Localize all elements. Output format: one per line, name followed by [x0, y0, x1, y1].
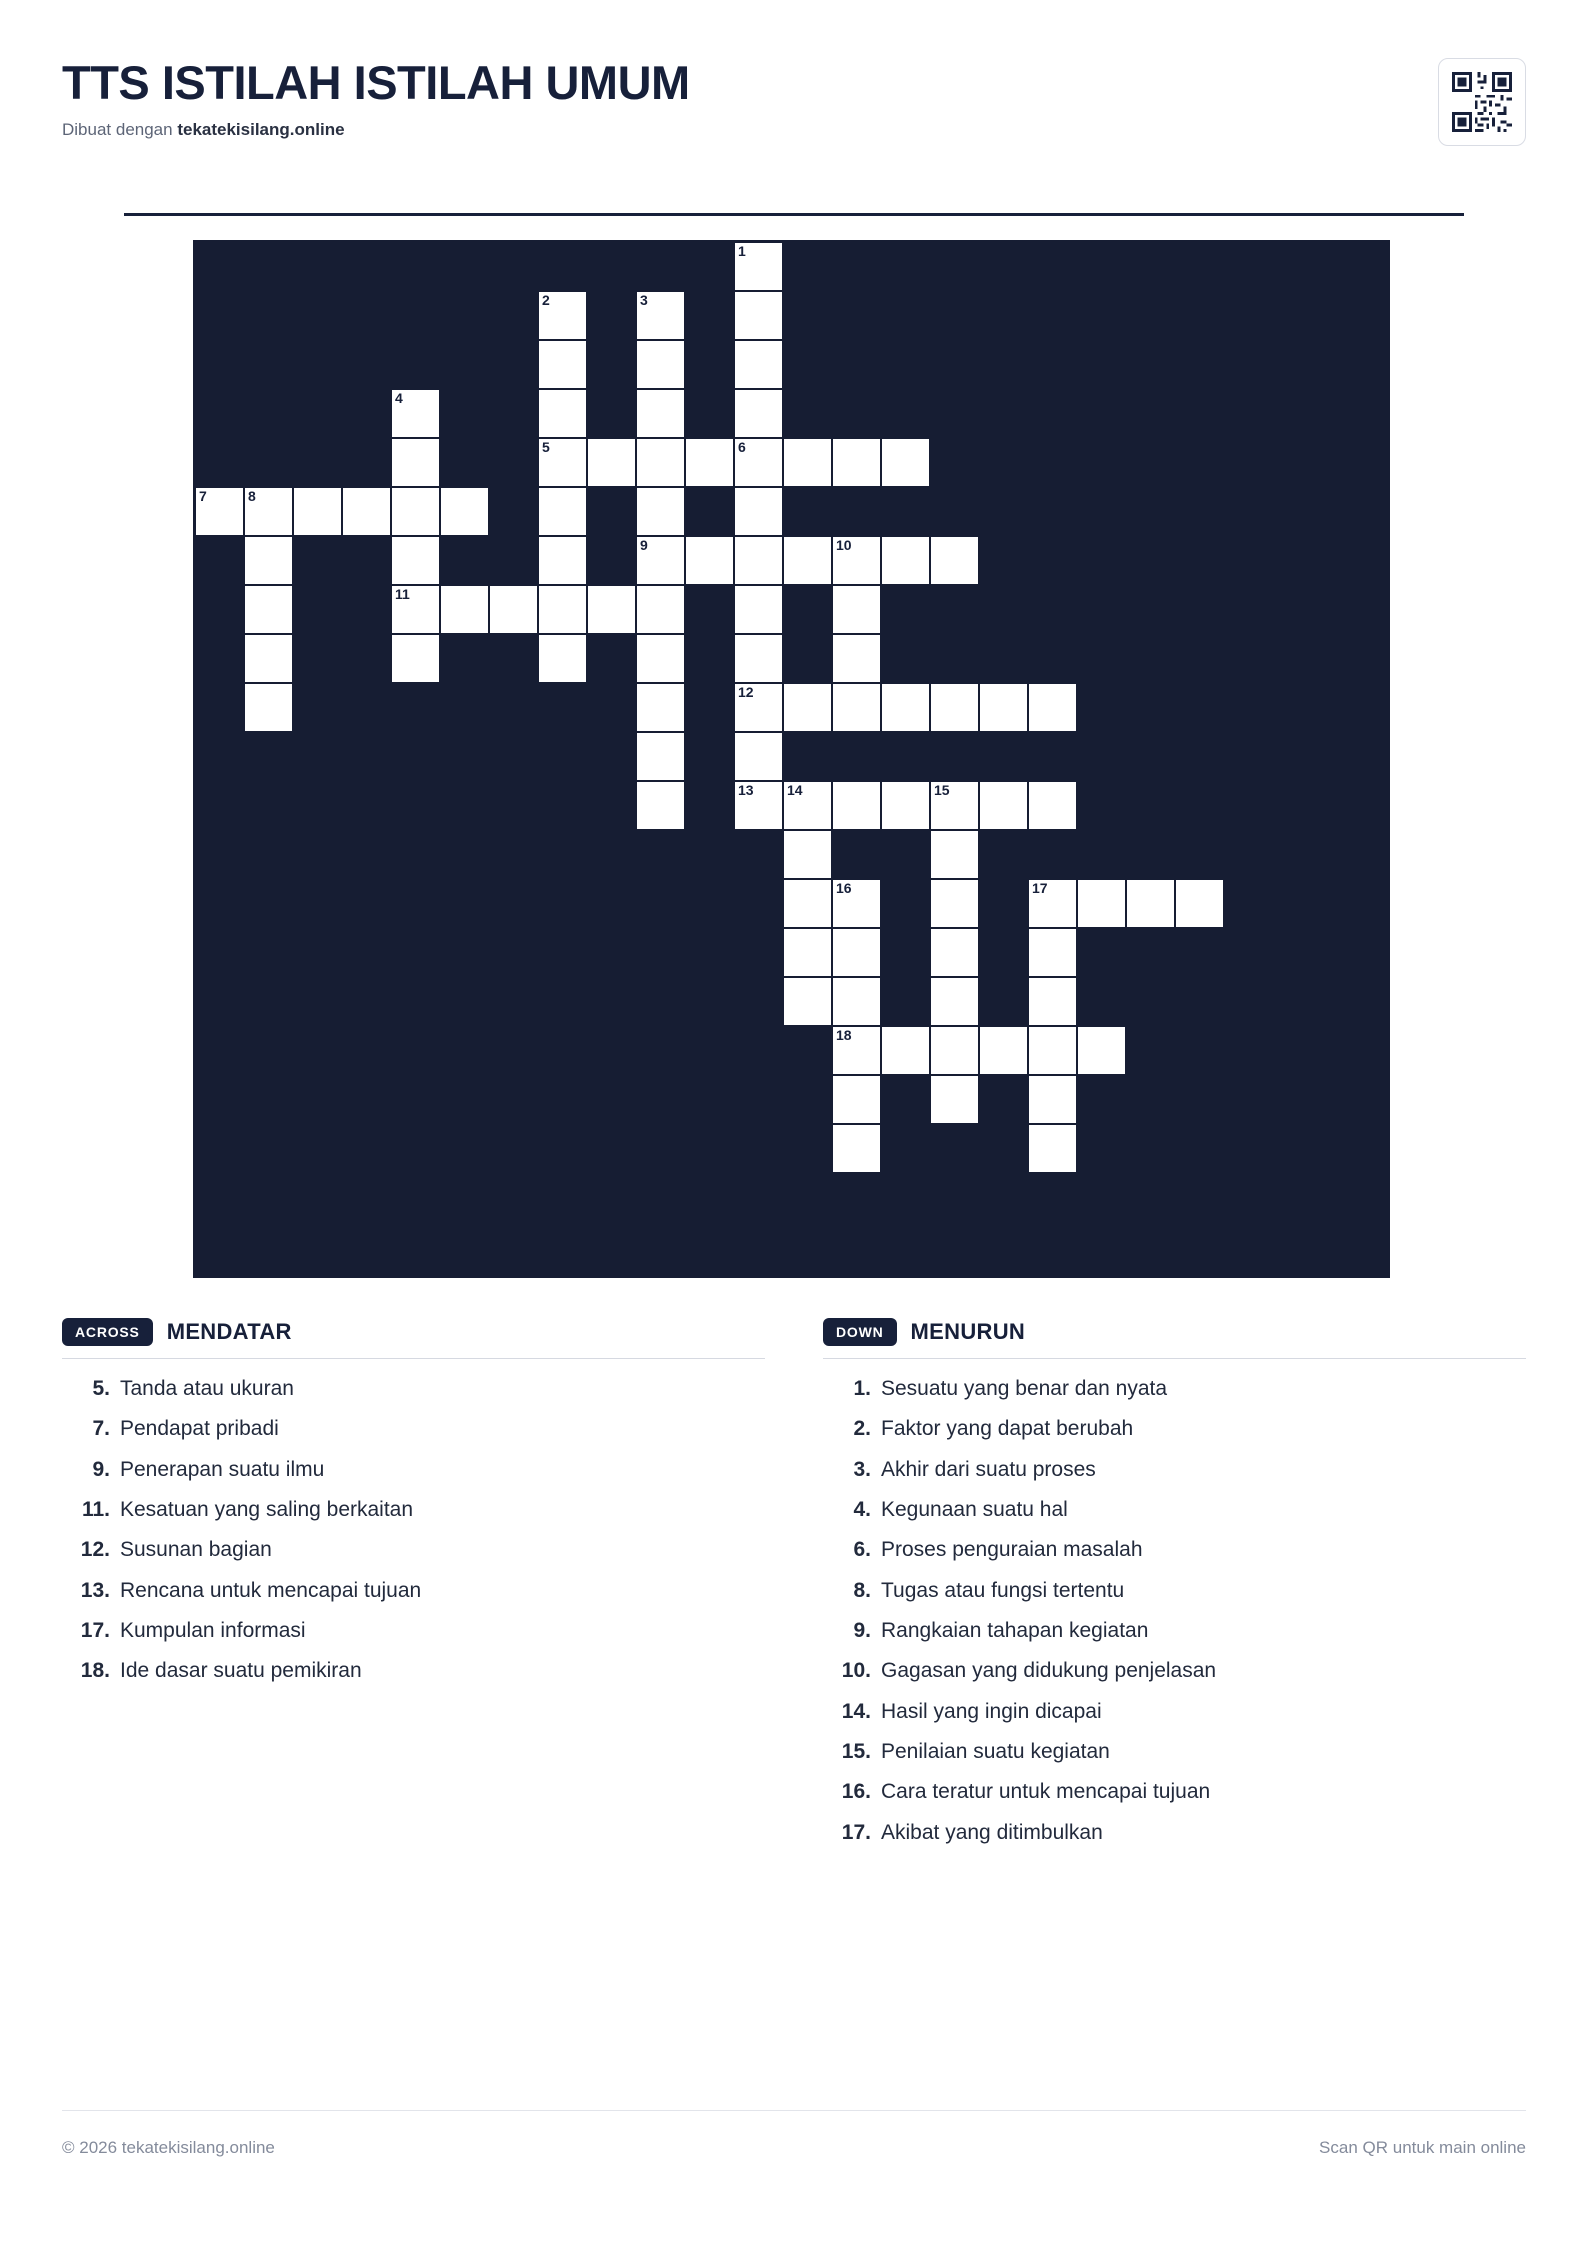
- crossword-cell[interactable]: [881, 438, 930, 487]
- crossword-cell[interactable]: [391, 634, 440, 683]
- crossword-cell[interactable]: [783, 536, 832, 585]
- down-clue-number: 14.: [841, 1699, 871, 1723]
- cell-number: 11: [395, 586, 410, 602]
- across-clue-text: Pendapat pribadi: [120, 1417, 279, 1441]
- crossword-cell[interactable]: [293, 487, 342, 536]
- crossword-cell[interactable]: [881, 683, 930, 732]
- crossword-cell[interactable]: [783, 879, 832, 928]
- crossword-cell[interactable]: [244, 487, 293, 536]
- crossword-cell[interactable]: [783, 830, 832, 879]
- crossword-cell[interactable]: [1028, 879, 1077, 928]
- crossword-cell[interactable]: [930, 928, 979, 977]
- across-clue-item: [62, 1577, 765, 1605]
- crossword-cell[interactable]: [881, 536, 930, 585]
- down-clue-item: [823, 1456, 1526, 1484]
- crossword-cell[interactable]: [1175, 879, 1224, 928]
- down-clue-item: [823, 1819, 1526, 1847]
- crossword-cell[interactable]: [636, 732, 685, 781]
- crossword-cell[interactable]: [979, 781, 1028, 830]
- crossword-cell[interactable]: [832, 585, 881, 634]
- crossword-cell[interactable]: [734, 438, 783, 487]
- crossword-cell[interactable]: [734, 634, 783, 683]
- crossword-cell[interactable]: [734, 536, 783, 585]
- cell-number: 12: [738, 684, 754, 700]
- across-clue-text: Rencana untuk mencapai tujuan: [120, 1578, 422, 1602]
- crossword-cell[interactable]: [391, 536, 440, 585]
- across-clue-number: 5.: [92, 1377, 110, 1400]
- crossword-cell[interactable]: [1028, 1124, 1077, 1173]
- crossword-cell[interactable]: [538, 389, 587, 438]
- crossword-cell[interactable]: [930, 1026, 979, 1075]
- down-clue-item: [823, 1657, 1526, 1685]
- crossword-cell[interactable]: [1126, 879, 1175, 928]
- across-clue-text: Kesatuan yang saling berkaitan: [120, 1498, 414, 1522]
- crossword-cell[interactable]: [685, 536, 734, 585]
- crossword-cell[interactable]: [244, 536, 293, 585]
- down-clue-text: Gagasan yang didukung penjelasan: [881, 1659, 1217, 1683]
- down-clue-number: 3.: [853, 1457, 871, 1481]
- down-column: [823, 1318, 1526, 1859]
- down-label: MENURUN: [910, 1319, 1026, 1344]
- across-clue-item: [62, 1617, 765, 1645]
- crossword-cell[interactable]: [538, 585, 587, 634]
- cell-number: 7: [199, 488, 207, 504]
- across-clue-number: 7.: [92, 1417, 110, 1441]
- crossword-cell[interactable]: [440, 487, 489, 536]
- down-clue-number: 8.: [853, 1578, 871, 1602]
- crossword-cell[interactable]: [538, 340, 587, 389]
- crossword-cell[interactable]: [979, 683, 1028, 732]
- crossword-cell[interactable]: [244, 585, 293, 634]
- crossword-cell[interactable]: [1077, 1026, 1126, 1075]
- crossword-cell[interactable]: [881, 1026, 930, 1075]
- crossword-cell[interactable]: [391, 585, 440, 634]
- crossword-cell[interactable]: [391, 389, 440, 438]
- crossword-cell[interactable]: [930, 781, 979, 830]
- cell-number: 17: [1032, 880, 1048, 896]
- crossword-cell[interactable]: [538, 438, 587, 487]
- crossword-cell[interactable]: [1028, 928, 1077, 977]
- crossword-cell[interactable]: [832, 536, 881, 585]
- crossword-cell[interactable]: [587, 438, 636, 487]
- subtitle-site: tekatekisilang.online: [177, 120, 345, 140]
- crossword-cell[interactable]: [636, 634, 685, 683]
- footer-divider: [62, 2110, 1526, 2111]
- across-clue-item: [62, 1415, 765, 1443]
- down-clue-number: 1.: [853, 1377, 871, 1400]
- down-clue-number: 6.: [853, 1538, 871, 1562]
- crossword-cell[interactable]: [636, 585, 685, 634]
- cell-number: 3: [640, 292, 648, 308]
- cell-number: 18: [836, 1027, 852, 1043]
- down-clue-number: 17.: [841, 1820, 871, 1844]
- footer-copyright: © 2026 tekatekisilang.online: [62, 2138, 275, 2157]
- down-clue-item: [823, 1536, 1526, 1564]
- crossword-cell[interactable]: [489, 585, 538, 634]
- down-clue-item: [823, 1577, 1526, 1605]
- page-title: TTS ISTILAH ISTILAH UMUM: [62, 56, 690, 109]
- crossword-cell[interactable]: [734, 340, 783, 389]
- across-clue-text: Susunan bagian: [120, 1538, 272, 1562]
- crossword-cell[interactable]: [979, 1026, 1028, 1075]
- across-clue-text: Ide dasar suatu pemikiran: [120, 1659, 362, 1683]
- qr-code-box[interactable]: [1438, 58, 1526, 146]
- crossword-cell[interactable]: [636, 487, 685, 536]
- down-clue-number: 9.: [853, 1619, 871, 1643]
- down-clue-text: Sesuatu yang benar dan nyata: [881, 1377, 1168, 1400]
- across-clue-item: [62, 1496, 765, 1524]
- crossword-cell[interactable]: [832, 1075, 881, 1124]
- crossword-cell[interactable]: [734, 291, 783, 340]
- crossword-cell[interactable]: [636, 781, 685, 830]
- crossword-cell[interactable]: [195, 487, 244, 536]
- crossword-cell[interactable]: [440, 585, 489, 634]
- down-clue-text: Kegunaan suatu hal: [881, 1498, 1068, 1522]
- crossword-cell[interactable]: [930, 879, 979, 928]
- across-clue-number: 11.: [81, 1498, 110, 1522]
- across-badge: ACROSS: [62, 1318, 153, 1346]
- crossword-cell[interactable]: [734, 242, 783, 291]
- crossword-cell[interactable]: [538, 634, 587, 683]
- cell-number: 2: [542, 292, 550, 308]
- cell-number: 10: [836, 537, 852, 553]
- across-clue-number: 9.: [92, 1457, 110, 1481]
- crossword-cell[interactable]: [832, 634, 881, 683]
- crossword-cell[interactable]: [636, 389, 685, 438]
- crossword-cell[interactable]: [1077, 879, 1126, 928]
- crossword-cell[interactable]: [587, 585, 636, 634]
- down-clue-number: 4.: [853, 1498, 871, 1522]
- crossword-cell[interactable]: [930, 1075, 979, 1124]
- crossword-cell[interactable]: [1028, 1075, 1077, 1124]
- clues-section: [62, 1318, 1526, 1859]
- down-badge: DOWN: [823, 1318, 897, 1346]
- crossword-cell[interactable]: [783, 438, 832, 487]
- across-clue-item: [62, 1375, 765, 1403]
- across-clue-item: [62, 1456, 765, 1484]
- across-clue-number: 17.: [80, 1619, 110, 1643]
- crossword-cell[interactable]: [734, 781, 783, 830]
- crossword-cell[interactable]: [636, 438, 685, 487]
- down-clue-text: Proses penguraian masalah: [881, 1538, 1143, 1562]
- down-clue-text: Penilaian suatu kegiatan: [881, 1740, 1110, 1764]
- down-clue-item: [823, 1375, 1526, 1403]
- header-divider: [124, 213, 1464, 216]
- crossword-cell[interactable]: [832, 977, 881, 1026]
- across-header: [62, 1318, 765, 1359]
- cell-number: 4: [395, 390, 403, 406]
- down-clue-item: [823, 1778, 1526, 1806]
- qr-code-icon: [1452, 72, 1512, 132]
- crossword-cell[interactable]: [636, 536, 685, 585]
- crossword-cell[interactable]: [881, 781, 930, 830]
- across-clue-list: [62, 1375, 765, 1686]
- crossword-cell[interactable]: [1028, 781, 1077, 830]
- across-clue-number: 18.: [80, 1659, 110, 1683]
- crossword-cell[interactable]: [538, 536, 587, 585]
- crossword-cell[interactable]: [685, 438, 734, 487]
- down-clue-text: Hasil yang ingin dicapai: [881, 1699, 1102, 1723]
- cell-number: 6: [738, 439, 746, 455]
- down-clue-item: [823, 1617, 1526, 1645]
- page-header: [62, 0, 1526, 150]
- crossword-cell[interactable]: [930, 536, 979, 585]
- crossword-cell[interactable]: [391, 487, 440, 536]
- down-clue-number: 16.: [841, 1780, 871, 1804]
- down-clue-item: [823, 1738, 1526, 1766]
- crossword-cell[interactable]: [342, 487, 391, 536]
- down-clue-text: Rangkaian tahapan kegiatan: [881, 1619, 1149, 1643]
- across-clue-item: [62, 1657, 765, 1685]
- crossword-cell[interactable]: [832, 438, 881, 487]
- cell-number: 8: [248, 488, 256, 504]
- crossword-cell[interactable]: [832, 1124, 881, 1173]
- cell-number: 16: [836, 880, 852, 896]
- cell-number: 1: [738, 243, 746, 259]
- down-clue-item: [823, 1496, 1526, 1524]
- cell-number: 14: [787, 782, 803, 798]
- down-clue-number: 10.: [841, 1659, 871, 1683]
- page-footer: [62, 2138, 1526, 2158]
- down-clue-number: 2.: [853, 1417, 871, 1441]
- crossword-cell[interactable]: [783, 683, 832, 732]
- down-clue-text: Tugas atau fungsi tertentu: [881, 1578, 1125, 1602]
- crossword-cell[interactable]: [734, 683, 783, 732]
- down-clue-text: Akhir dari suatu proses: [881, 1457, 1096, 1481]
- crossword-cell[interactable]: [930, 683, 979, 732]
- footer-scan-note: Scan QR untuk main online: [1319, 2138, 1526, 2157]
- crossword-cell[interactable]: [783, 928, 832, 977]
- down-clue-list: [823, 1375, 1526, 1847]
- down-clue-text: Akibat yang ditimbulkan: [881, 1820, 1103, 1844]
- crossword-cell[interactable]: [734, 389, 783, 438]
- cell-number: 13: [738, 782, 754, 798]
- crossword-cell[interactable]: [1028, 977, 1077, 1026]
- down-clue-number: 15.: [841, 1740, 871, 1764]
- crossword-cell[interactable]: [734, 732, 783, 781]
- crossword-cell[interactable]: [832, 781, 881, 830]
- crossword-cell[interactable]: [832, 1026, 881, 1075]
- down-clue-text: Faktor yang dapat berubah: [881, 1417, 1134, 1441]
- down-clue-text: Cara teratur untuk mencapai tujuan: [881, 1780, 1211, 1804]
- crossword-cell[interactable]: [1028, 1026, 1077, 1075]
- crossword-cell[interactable]: [734, 585, 783, 634]
- crossword-cell[interactable]: [832, 928, 881, 977]
- crossword-cell[interactable]: [930, 830, 979, 879]
- cell-number: 5: [542, 439, 550, 455]
- crossword-cell[interactable]: [832, 879, 881, 928]
- across-clue-number: 12.: [80, 1538, 110, 1562]
- across-clue-text: Penerapan suatu ilmu: [120, 1457, 325, 1481]
- across-label: MENDATAR: [166, 1319, 292, 1344]
- crossword-cell[interactable]: [783, 781, 832, 830]
- crossword-cell[interactable]: [244, 634, 293, 683]
- crossword-cell[interactable]: [538, 291, 587, 340]
- down-clue-item: [823, 1415, 1526, 1443]
- crossword-cell[interactable]: [391, 438, 440, 487]
- crossword-cell[interactable]: [734, 487, 783, 536]
- across-column: [62, 1318, 765, 1859]
- across-clue-number: 13.: [80, 1578, 110, 1602]
- crossword-cell[interactable]: [930, 977, 979, 1026]
- cell-number: 9: [640, 537, 648, 553]
- crossword-cell[interactable]: [244, 683, 293, 732]
- crossword-grid[interactable]: [193, 240, 1390, 1278]
- subtitle-prefix: Dibuat dengan: [62, 120, 178, 140]
- down-clue-item: [823, 1698, 1526, 1726]
- crossword-cell[interactable]: [832, 683, 881, 732]
- crossword-cell[interactable]: [1028, 683, 1077, 732]
- page-subtitle: [62, 120, 1526, 140]
- across-clue-item: [62, 1536, 765, 1564]
- crossword-cell[interactable]: [636, 340, 685, 389]
- crossword-cell[interactable]: [636, 291, 685, 340]
- cell-number: 15: [934, 782, 950, 798]
- across-clue-text: Tanda atau ukuran: [120, 1377, 294, 1400]
- crossword-cell[interactable]: [783, 977, 832, 1026]
- crossword-cell[interactable]: [636, 683, 685, 732]
- down-header: [823, 1318, 1526, 1359]
- crossword-cell[interactable]: [538, 487, 587, 536]
- across-clue-text: Kumpulan informasi: [120, 1619, 306, 1643]
